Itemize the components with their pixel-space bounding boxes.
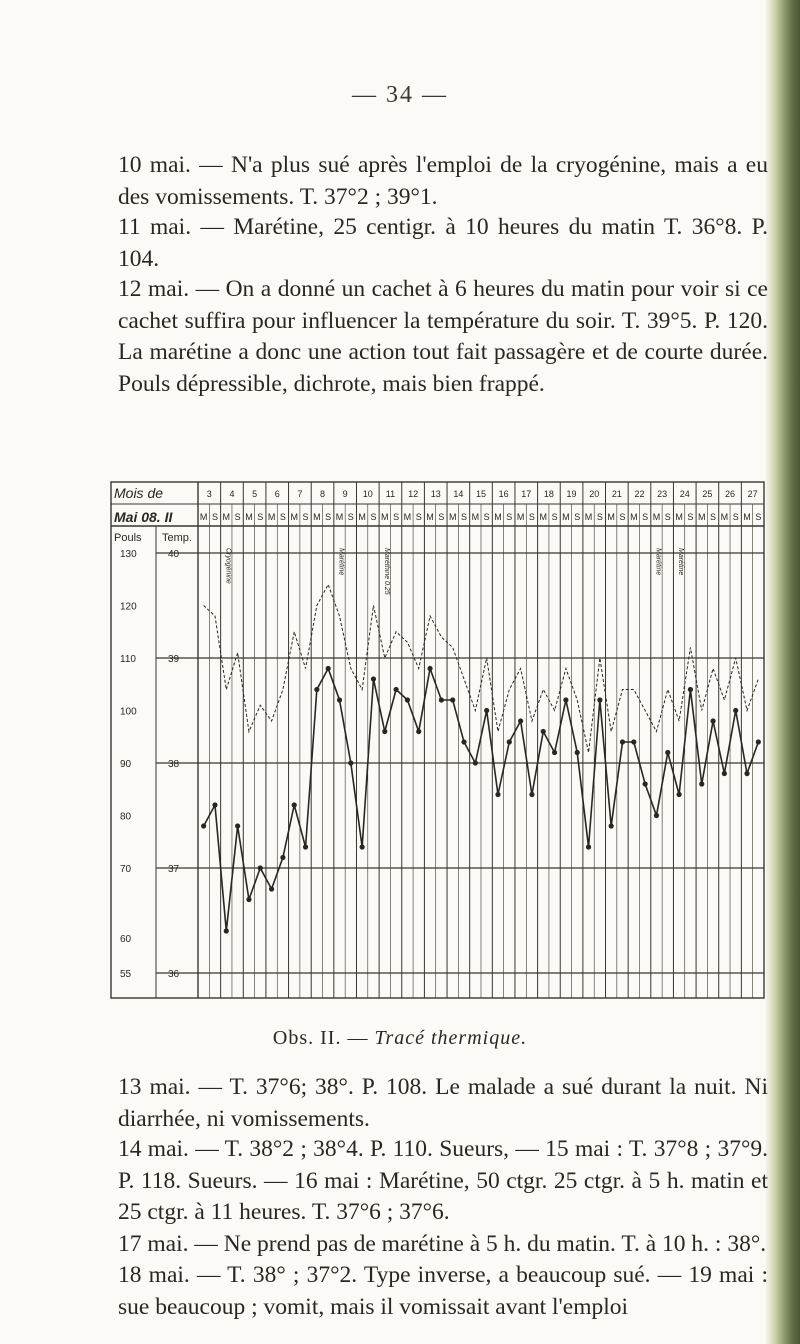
paragraph-13-mai: 13 mai. — T. 37°6; 38°. P. 108. Le malade a sué durant la nuit. Ni diarrhée, ni vomissements. <box>118 1074 768 1132</box>
half-day-label: S <box>574 512 581 522</box>
temperature-point <box>427 666 432 671</box>
temperature-point <box>597 697 602 702</box>
day-label: 3 <box>206 489 212 499</box>
paragraph-14-16-mai: 14 mai. — T. 38°2 ; 38°4. P. 110. Sueurs, — 15 mai : T. 37°8 ; 37°9. P. 118. Sueurs. — 16 mai : Marétine, 50 ctgr. 25 ctgr. à 5 h. matin et 25 ctgr. à 11 heures. T. 37°6 ; 37°6. <box>118 1136 768 1225</box>
temperature-point <box>439 697 444 702</box>
half-day-label: S <box>325 512 332 522</box>
temp-tick-label: 40 <box>168 549 180 560</box>
day-label: 13 <box>430 489 441 499</box>
temperature-point <box>677 792 682 797</box>
day-label: 17 <box>521 489 532 499</box>
pouls-tick-label: 120 <box>120 601 137 613</box>
page-number: — 34 — <box>352 82 448 108</box>
temperature-chart <box>110 478 766 1008</box>
half-day-label: S <box>483 512 490 522</box>
day-label: 21 <box>611 489 622 499</box>
half-day-label: M <box>426 512 434 522</box>
pouls-tick-label: 90 <box>120 759 132 770</box>
chart-grid <box>111 482 764 998</box>
temperature-point <box>518 718 523 723</box>
temperature-point <box>360 844 365 849</box>
temperature-point <box>744 771 749 776</box>
day-label: 19 <box>566 489 577 499</box>
pouls-tick-label: 130 <box>120 549 137 560</box>
paragraph-18-19-mai: 18 mai. — T. 38° ; 37°2. Type inverse, a beaucoup sué. — 19 mai : sue beaucoup ; vomit, mais il vomissait avant l'emploi <box>118 1262 768 1320</box>
caption-title: Tracé thermique. <box>374 1027 528 1049</box>
drug-annotation: Marétine <box>677 548 685 576</box>
temperature-point <box>620 739 625 744</box>
day-label: 25 <box>702 489 713 499</box>
chart-border <box>111 482 764 998</box>
temperature-point <box>450 697 455 702</box>
half-day-label: M <box>607 512 615 522</box>
temperature-point <box>348 760 353 765</box>
half-day-label: M <box>562 512 570 522</box>
day-label: 24 <box>679 489 690 499</box>
temperature-point <box>224 928 229 933</box>
temperature-point <box>484 708 489 713</box>
day-label: 22 <box>634 489 645 499</box>
day-label: 16 <box>498 489 509 499</box>
temp-tick-label: 39 <box>168 654 180 665</box>
half-day-label: M <box>675 512 683 522</box>
pouls-tick-label: 60 <box>120 934 132 945</box>
half-day-label: M <box>335 512 344 522</box>
half-day-label: M <box>471 512 480 522</box>
half-day-label: S <box>642 512 649 522</box>
drug-annotation: Maréthine 0.25 <box>382 548 390 595</box>
half-day-label: S <box>596 512 603 522</box>
temperature-point <box>541 729 546 734</box>
temperature-point <box>643 781 648 786</box>
half-day-label: S <box>279 512 286 522</box>
paragraph-11-mai: 11 mai. — Marétine, 25 centigr. à 10 heures du matin T. 36°8. P. 104. <box>118 214 768 272</box>
half-day-label: S <box>370 512 377 522</box>
half-day-label: M <box>448 512 457 522</box>
half-day-label: M <box>743 512 751 522</box>
half-day-label: S <box>619 512 626 522</box>
half-day-label: S <box>664 512 671 522</box>
half-day-label: M <box>584 512 593 522</box>
temperature-point <box>575 750 580 755</box>
half-day-label: S <box>687 512 694 522</box>
pouls-tick-label: 70 <box>120 864 132 875</box>
half-day-label: S <box>211 512 218 522</box>
half-day-label: M <box>313 512 321 522</box>
pouls-tick-label: 80 <box>120 811 132 823</box>
day-label: 6 <box>274 489 280 499</box>
chart-header-year-label: Mai 08. II <box>114 509 173 525</box>
day-label: 11 <box>385 489 396 499</box>
half-day-label: S <box>528 512 535 522</box>
chart-header-month-label: Mois de <box>114 485 164 501</box>
half-day-label: S <box>551 512 558 522</box>
temperature-point <box>337 697 342 702</box>
temperature-point <box>631 739 636 744</box>
half-day-label: S <box>755 512 762 522</box>
half-day-label: M <box>516 512 525 522</box>
temperature-point <box>756 739 761 744</box>
temperature-point <box>461 739 466 744</box>
temperature-point <box>654 813 659 818</box>
day-label: 4 <box>229 489 235 499</box>
temperature-point <box>292 802 297 807</box>
temperature-point <box>235 823 240 828</box>
temperature-point <box>416 729 421 734</box>
half-day-label: M <box>630 512 638 522</box>
chart-svg <box>110 478 766 1008</box>
half-day-label: S <box>234 512 241 522</box>
half-day-label: S <box>461 512 468 522</box>
temperature-point <box>699 781 704 786</box>
half-day-label: S <box>732 512 739 522</box>
half-day-label: S <box>257 512 264 522</box>
temperature-point <box>258 865 263 870</box>
caption-prefix: Obs. II. — <box>272 1027 369 1049</box>
temperature-point <box>326 666 331 671</box>
half-day-label: S <box>347 512 354 522</box>
temp-tick-label: 36 <box>168 969 180 980</box>
temperature-point <box>529 792 534 797</box>
day-label: 15 <box>475 489 487 499</box>
temperature-point <box>688 687 693 692</box>
half-day-label: M <box>494 512 502 522</box>
half-day-label: M <box>652 512 661 522</box>
temperature-point <box>665 750 670 755</box>
pouls-tick-label: 110 <box>120 654 136 665</box>
drug-annotation: Marétine <box>654 548 662 576</box>
temperature-point <box>609 823 614 828</box>
half-day-label: S <box>710 512 717 522</box>
half-day-label: M <box>720 512 729 522</box>
temperature-point <box>563 697 568 702</box>
temperature-point <box>473 760 478 765</box>
paragraph-12-mai: 12 mai. — On a donné un cachet à 6 heures du matin pour voir si ce cachet suffira pour influencer la température du soir. T. 39°5. P. 120. La marétine a donc une action tout fait passagère et de courte durée. Pouls dépressible, dichrote, mais bien frappé. <box>118 276 768 397</box>
half-day-label: S <box>506 512 513 522</box>
day-label: 8 <box>320 489 326 499</box>
half-day-label: S <box>415 512 422 522</box>
drug-annotation: Marétine <box>337 548 345 576</box>
temperature-point <box>246 897 251 902</box>
day-label: 5 <box>252 489 258 499</box>
day-label: 9 <box>342 489 348 499</box>
temperature-point <box>394 687 399 692</box>
temperature-point <box>722 771 727 776</box>
temperature-point <box>314 687 319 692</box>
chart-ticks <box>120 489 761 980</box>
day-label: 12 <box>408 489 419 499</box>
pouls-axis-label: Pouls <box>114 532 142 544</box>
half-day-label: M <box>358 512 366 522</box>
half-day-label: S <box>302 512 309 522</box>
temp-axis-label: Temp. <box>162 532 192 544</box>
half-day-label: M <box>697 512 706 522</box>
half-day-label: M <box>199 512 208 522</box>
half-day-label: M <box>403 512 412 522</box>
pouls-tick-label: 55 <box>120 969 132 980</box>
half-day-label: M <box>222 512 231 522</box>
temperature-point <box>371 676 376 681</box>
temperature-point <box>201 823 206 828</box>
temperature-point <box>507 739 512 744</box>
drug-annotation: Cryogénine <box>224 548 232 584</box>
temperature-point <box>303 844 308 849</box>
temperature-point <box>495 792 500 797</box>
temperature-point <box>280 855 285 860</box>
half-day-label: M <box>267 512 276 522</box>
day-label: 10 <box>362 489 373 499</box>
temperature-point <box>552 750 557 755</box>
temperature-point <box>733 708 738 713</box>
pouls-tick-label: 100 <box>120 706 137 718</box>
temp-tick-label: 38 <box>168 759 180 770</box>
figure-caption <box>0 1027 800 1050</box>
temp-tick-label: 37 <box>168 864 180 875</box>
page-binding-edge <box>766 0 800 1344</box>
day-label: 26 <box>725 489 736 499</box>
half-day-label: M <box>381 512 389 522</box>
day-label: 18 <box>543 489 554 499</box>
temperature-point <box>586 844 591 849</box>
half-day-label: S <box>438 512 445 522</box>
day-label: 20 <box>589 489 600 499</box>
paragraph-10-mai: 10 mai. — N'a plus sué après l'emploi de la cryogénine, mais a eu des vomissements. T. 37°2 ; 39°1. <box>118 152 768 210</box>
day-label: 27 <box>747 489 758 499</box>
half-day-label: M <box>245 512 253 522</box>
paragraph-17-mai: 17 mai. — Ne prend pas de marétine à 5 h. du matin. T. à 10 h. : 38°. <box>118 1231 767 1257</box>
temperature-point <box>212 802 217 807</box>
day-label: 23 <box>657 489 668 499</box>
temperature-point <box>382 729 387 734</box>
temperature-point <box>405 697 410 702</box>
chart-frame <box>110 478 766 1008</box>
day-label: 14 <box>453 489 464 499</box>
half-day-label: S <box>393 512 400 522</box>
half-day-label: M <box>290 512 298 522</box>
temperature-point <box>269 886 274 891</box>
half-day-label: M <box>539 512 548 522</box>
temperature-point <box>710 718 715 723</box>
day-label: 7 <box>297 489 303 499</box>
